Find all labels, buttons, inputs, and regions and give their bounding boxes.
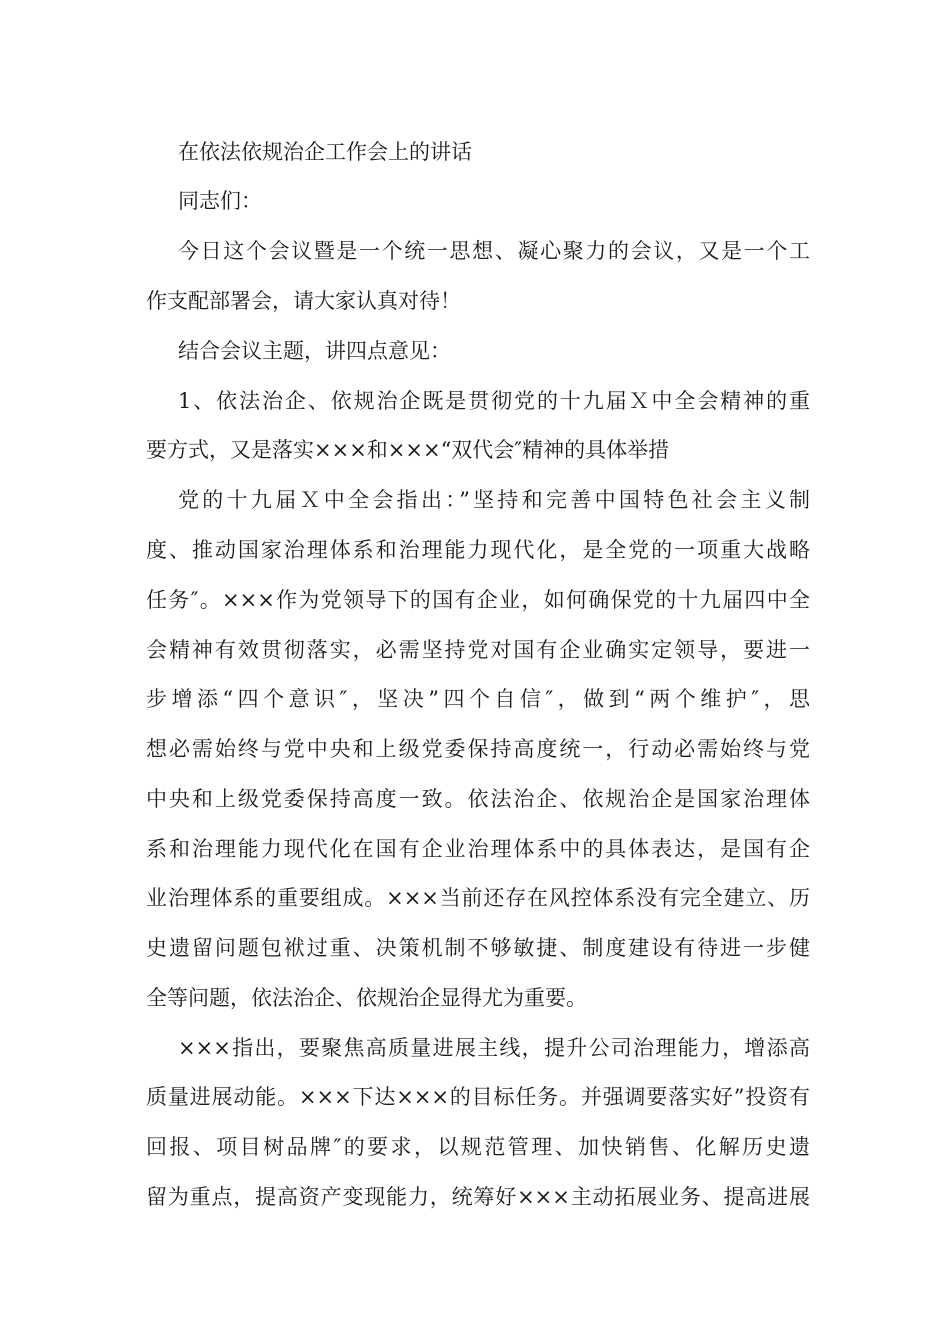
paragraph-line: 史遗留问题包袱过重、决策机制不够敏捷、制度建设有待进一步健 [146,936,810,960]
section-heading-line: 1、依法治企、依规治企既是贯彻党的十九届Ｘ中全会精神的重 [178,389,810,413]
paragraph-line: ×××指出，要聚焦高质量进展主线，提升公司治理能力，增添高 [178,1036,810,1060]
paragraph-line: 作支配部署会，请大家认真对待！ [146,289,461,313]
paragraph-line: 党的十九届Ｘ中全会指出：”坚持和完善中国特色社会主义制 [178,488,810,512]
paragraph-line: 质量进展动能。×××下达×××的目标任务。并强调要落实好”投资有 [146,1085,810,1109]
paragraph-line: 留为重点，提高资产变现能力，统筹好×××主动拓展业务、提高进展 [146,1185,810,1209]
paragraph-line: 回报、项目树品牌″的要求，以规范管理、加快销售、化解历史遗 [146,1135,810,1159]
paragraph-line: 业治理体系的重要组成。×××当前还存在风控体系没有完全建立、历 [146,886,810,910]
document-title: 在依法依规治企工作会上的讲话 [178,140,472,164]
paragraph-line: 任务″。×××作为党领导下的国有企业，如何确保党的十九届四中全 [146,588,810,612]
salutation: 同志们： [178,189,262,213]
paragraph-line: 今日这个会议暨是一个统一思想、凝心聚力的会议，又是一个工 [178,239,810,263]
paragraph-line: 想必需始终与党中央和上级党委保持高度统一，行动必需始终与党 [146,737,810,761]
paragraph-line: 结合会议主题，讲四点意见： [178,339,451,363]
paragraph-line: 系和治理能力现代化在国有企业治理体系中的具体表达，是国有企 [146,837,810,861]
paragraph-line: 会精神有效贯彻落实，必需坚持党对国有企业确实定领导，要进一 [146,638,810,662]
paragraph-line: 度、推动国家治理体系和治理能力现代化，是全党的一项重大战略 [146,538,810,562]
section-heading-line: 要方式，又是落实×××和×××“双代会″精神的具体举措 [146,438,670,462]
paragraph-line: 步增添“四个意识″，坚决”四个自信″，做到“两个维护″，思 [146,687,810,711]
paragraph-line: 全等问题，依法治企、依规治企显得尤为重要。 [146,986,587,1010]
paragraph-line: 中央和上级党委保持高度一致。依法治企、依规治企是国家治理体 [146,787,810,811]
